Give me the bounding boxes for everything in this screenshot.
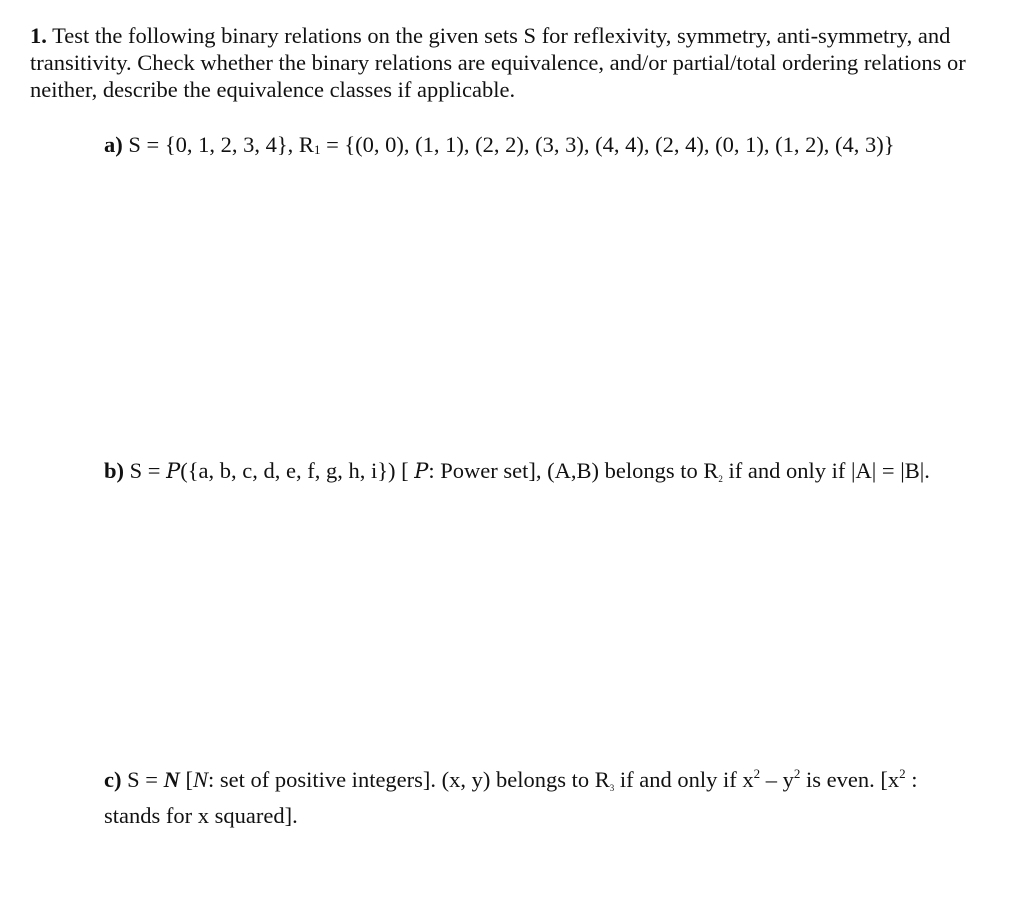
part-c-text-7: :	[905, 767, 918, 792]
part-c-label: c)	[104, 767, 122, 792]
x-squared-note-superscript: 2	[899, 766, 906, 781]
naturals-symbol-legend: N	[192, 767, 208, 792]
part-c	[104, 760, 918, 829]
question-number: 1.	[30, 23, 47, 48]
part-c-text-4: if and only if x	[614, 767, 754, 792]
part-b	[104, 457, 930, 493]
part-b-label: b)	[104, 458, 125, 483]
question-intro	[30, 22, 990, 103]
part-c-r-subscript: 3	[609, 783, 615, 793]
part-a-r-subscript: 1	[313, 142, 321, 157]
part-b-text-4: if and only if |A| = |B|.	[722, 458, 930, 483]
part-b-text-3: : Power set], (A,B) belongs to R	[428, 458, 719, 483]
part-c-text-1: S =	[127, 767, 164, 792]
question-text: Test the following binary relations on the given sets S for reflexivity, symmetry, anti-symmetry, and transitivity. Check whether the binary relations are equivalence, and/or partial/total ordering relations or neither, describe the equivalence classes if applicable.	[30, 23, 966, 102]
naturals-symbol: N	[163, 767, 180, 792]
part-a-set: S = {0, 1, 2, 3, 4}, R	[128, 132, 314, 157]
part-c-line-1	[104, 760, 918, 802]
power-set-symbol: P	[166, 459, 181, 483]
y-squared-superscript: 2	[793, 766, 801, 781]
part-a-label: a)	[104, 132, 123, 157]
part-c-text-5: – y	[760, 767, 794, 792]
part-a	[104, 131, 895, 163]
power-set-symbol-legend: P	[414, 459, 429, 483]
part-c-line-2: stands for x squared].	[104, 803, 298, 828]
part-c-text-6: is even. [x	[800, 767, 900, 792]
x-squared-superscript: 2	[753, 766, 761, 781]
part-c-text-3: : set of positive integers]. (x, y) belongs to R	[207, 767, 610, 792]
part-b-text-1: S =	[129, 458, 167, 483]
part-b-r-subscript: 2	[718, 474, 723, 484]
part-b-text-2: ({a, b, c, d, e, f, g, h, i}) [	[180, 458, 415, 483]
part-c-text-2: [	[179, 767, 193, 792]
part-a-relation: = {(0, 0), (1, 1), (2, 2), (3, 3), (4, 4), (2, 4), (0, 1), (1, 2), (4, 3)}	[320, 132, 895, 157]
